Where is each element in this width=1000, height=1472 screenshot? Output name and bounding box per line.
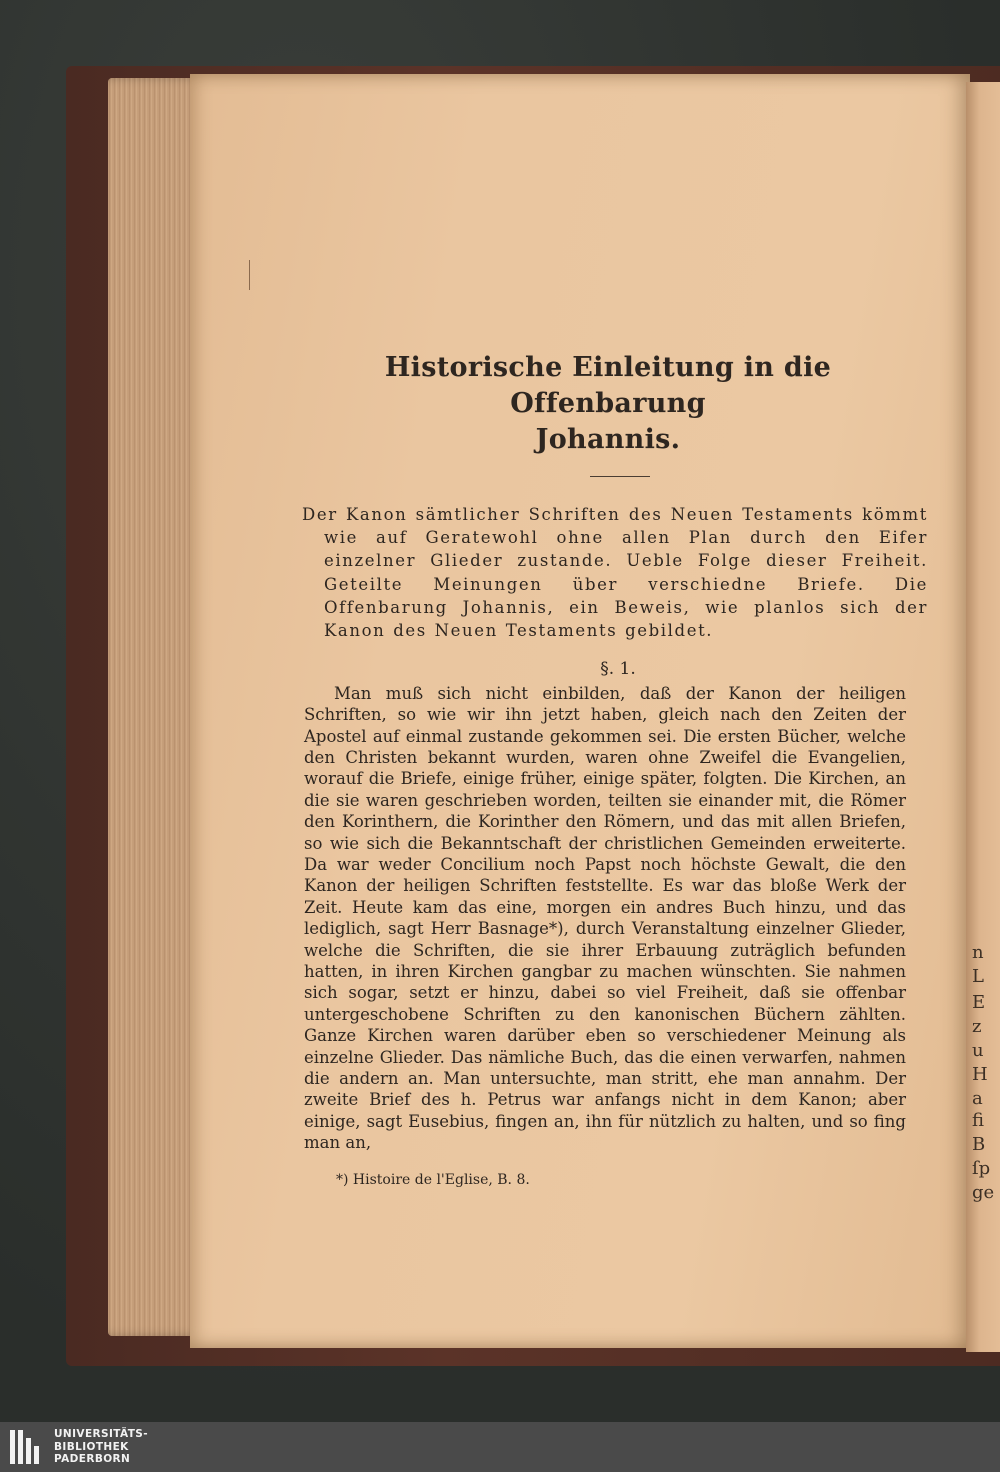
chapter-title [310, 350, 906, 458]
library-logo-line: BIBLIOTHEK [54, 1440, 129, 1453]
next-page-fragment: n [972, 942, 984, 963]
next-page-fragment: u [972, 1040, 984, 1061]
next-page-fragment: ſp [972, 1158, 991, 1179]
next-page-fragment: H [972, 1064, 988, 1085]
next-page-fragment: fi [972, 1110, 985, 1131]
next-page-fragment: z [972, 1016, 982, 1037]
library-footer [0, 1422, 1000, 1472]
chapter-summary: Der Kanon sämtlicher Schriften des Neuen Testaments kömmt wie auf Geratewohl ohne allen Plan durch den Eifer einzelner Glieder zustande. Ueble Folge dieser Freiheit. Geteilte Meinungen über verschiedne Briefe. Die Offenbarung Johannis, ein Beweis, wie planlos sich der Kanon des Neuen Testaments gebildet. [302, 505, 928, 641]
next-page-fragment: E [972, 992, 986, 1013]
library-logo-line: PADERBORN [54, 1453, 131, 1465]
footnote: *) Histoire de l'Eglise, B. 8. [336, 1172, 530, 1189]
section-heading: §. 1. [600, 658, 636, 679]
next-page-fragment: B [972, 1134, 986, 1155]
library-logo-icon [8, 1428, 44, 1466]
next-page-fragment: L [972, 966, 984, 987]
title-divider [590, 476, 650, 477]
next-page-fragment: ge [972, 1182, 995, 1203]
body-paragraph: Man muß sich nicht einbilden, daß der Kanon der heiligen Schriften, so wie wir ihn jetzt haben, gleich nach den Zeiten der Apostel auf einmal zustande gekommen sei. Die ersten Bücher, welche den Christen bekannt wurden, waren ohne Zweifel die Evangelien, worauf die Briefe, einige früher, einige später, folgten. Die Kirchen, an die sie waren geschrieben worden, teilten sie einander mit, die Römer den Korinthern, die Korinther den Römern, und das mit allen Briefen, so wie sich die Bekanntschaft der christlichen Gemeinden erweiterte. Da war weder Concilium noch Papst noch höchste Gewalt, die den Kanon der heiligen Schriften feststellte. Es war das bloße Werk der Zeit. Heute kam das eine, morgen ein andres Buch hinzu, und das lediglich, sagt Herr Basnage*), durch Veranstaltung einzelner Glieder, welche die Schriften, die sie ihrer Erbauung zuträglich befunden hatten, in ihren Kirchen gangbar zu machen wünschten. Sie nahmen sich sogar, setzt er hinzu, dabei so viel Freiheit, daß sie offenbar untergeschobene Schriften zu den kanonischen Büchern zählten. Ganze Kirchen waren darüber eben so verschiedener Meinung als einzelne Glieder. Das nämliche Buch, das die einen verwarfen, nahmen die andern an. Man untersuchte, man stritt, ehe man annahm. Der zweite Brief des h. Petrus war anfangs nicht in dem Kanon; aber einige, sagt Eusebius, fingen an, ihn für nützlich zu halten, und so fing man an, [304, 683, 906, 1153]
margin-pencil-mark [249, 260, 250, 290]
page-content [302, 350, 928, 1204]
chapter-title-line: Johannis. [535, 424, 681, 455]
library-logo-line: UNIVERSITÄTS- [54, 1428, 149, 1440]
next-page-fragment: a [972, 1088, 983, 1109]
library-logo-text [54, 1428, 148, 1466]
chapter-title-line: Historische Einleitung in die Offenbarung [384, 352, 832, 419]
next-page-edge [966, 82, 1000, 1352]
